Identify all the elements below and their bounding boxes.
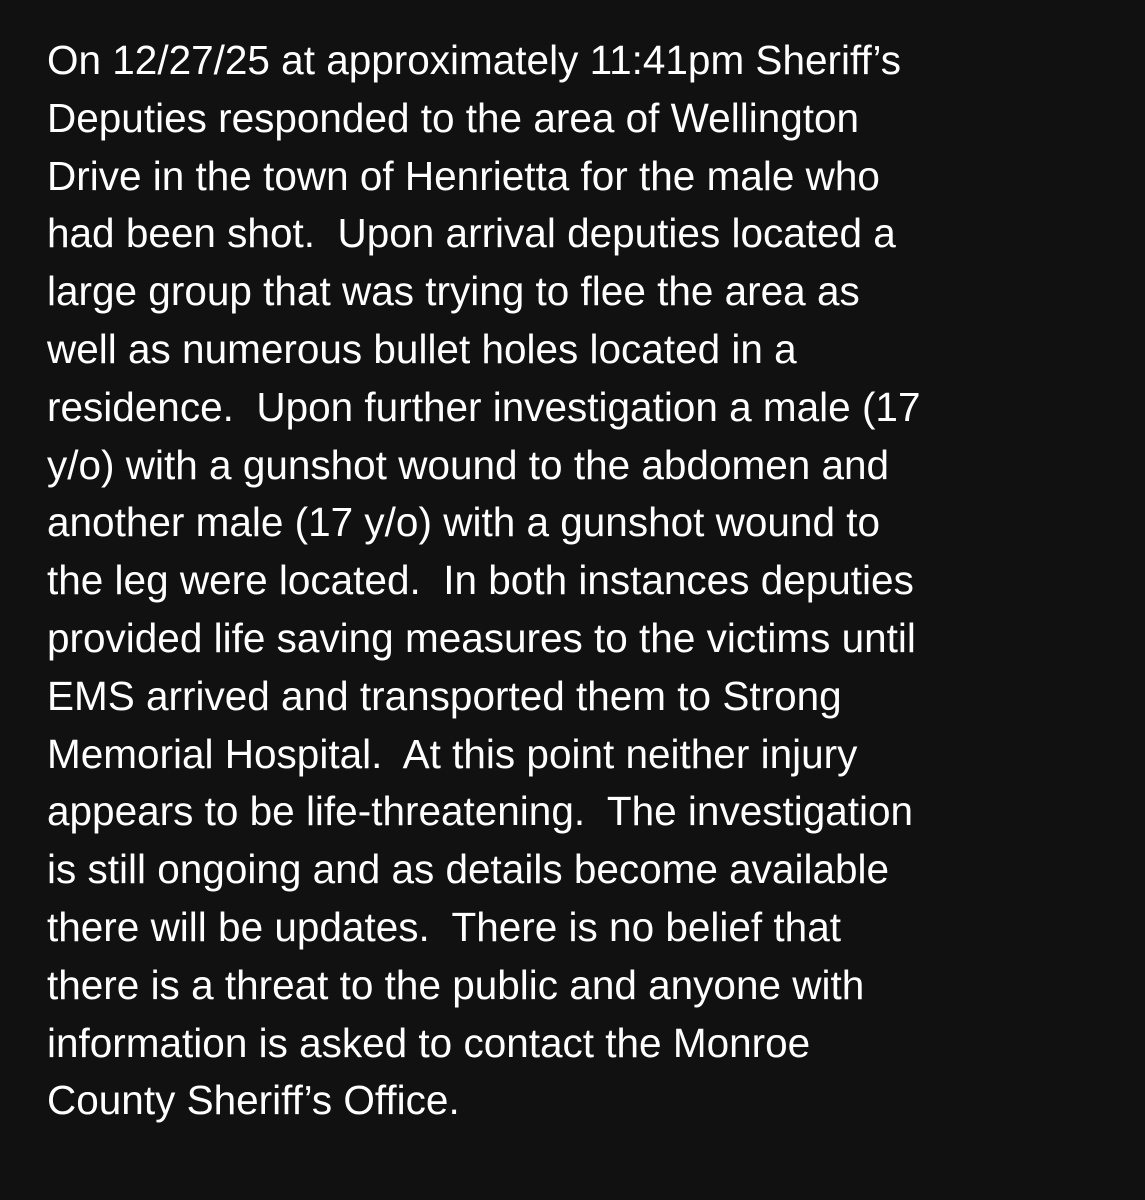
text-line: EMS arrived and transported them to Strong [47,672,842,719]
text-line: Deputies responded to the area of Wellington [47,94,860,141]
statement-text [47,32,1107,1130]
text-line: large group that was trying to flee the area as [47,268,860,315]
text-line: another male (17 y/o) with a gunshot wound to [47,499,880,546]
text-line: the leg were located. In both instances deputies [47,557,914,604]
text-line: y/o) with a gunshot wound to the abdomen and [47,441,890,488]
text-line: provided life saving measures to the victims until [47,614,916,661]
text-line: is still ongoing and as details become available [47,846,890,893]
text-line: On 12/27/25 at approximately 11:41pm Sheriff’s [47,37,902,83]
text-line: well as numerous bullet holes located in a [47,325,797,372]
text-line: Memorial Hospital. At this point neither injury [47,730,858,777]
text-line: had been shot. Upon arrival deputies located a [47,210,896,257]
text-line: there is a threat to the public and anyone with [47,961,865,1008]
text-line: there will be updates. There is no belief that [47,903,841,950]
text-line: information is asked to contact the Monroe [47,1019,811,1066]
text-line: County Sheriff’s Office. [47,1077,460,1124]
text-line: residence. Upon further investigation a male (17 [47,383,921,430]
text-line: Drive in the town of Henrietta for the male who [47,152,880,199]
text-line: appears to be life-threatening. The investigation [47,788,914,835]
